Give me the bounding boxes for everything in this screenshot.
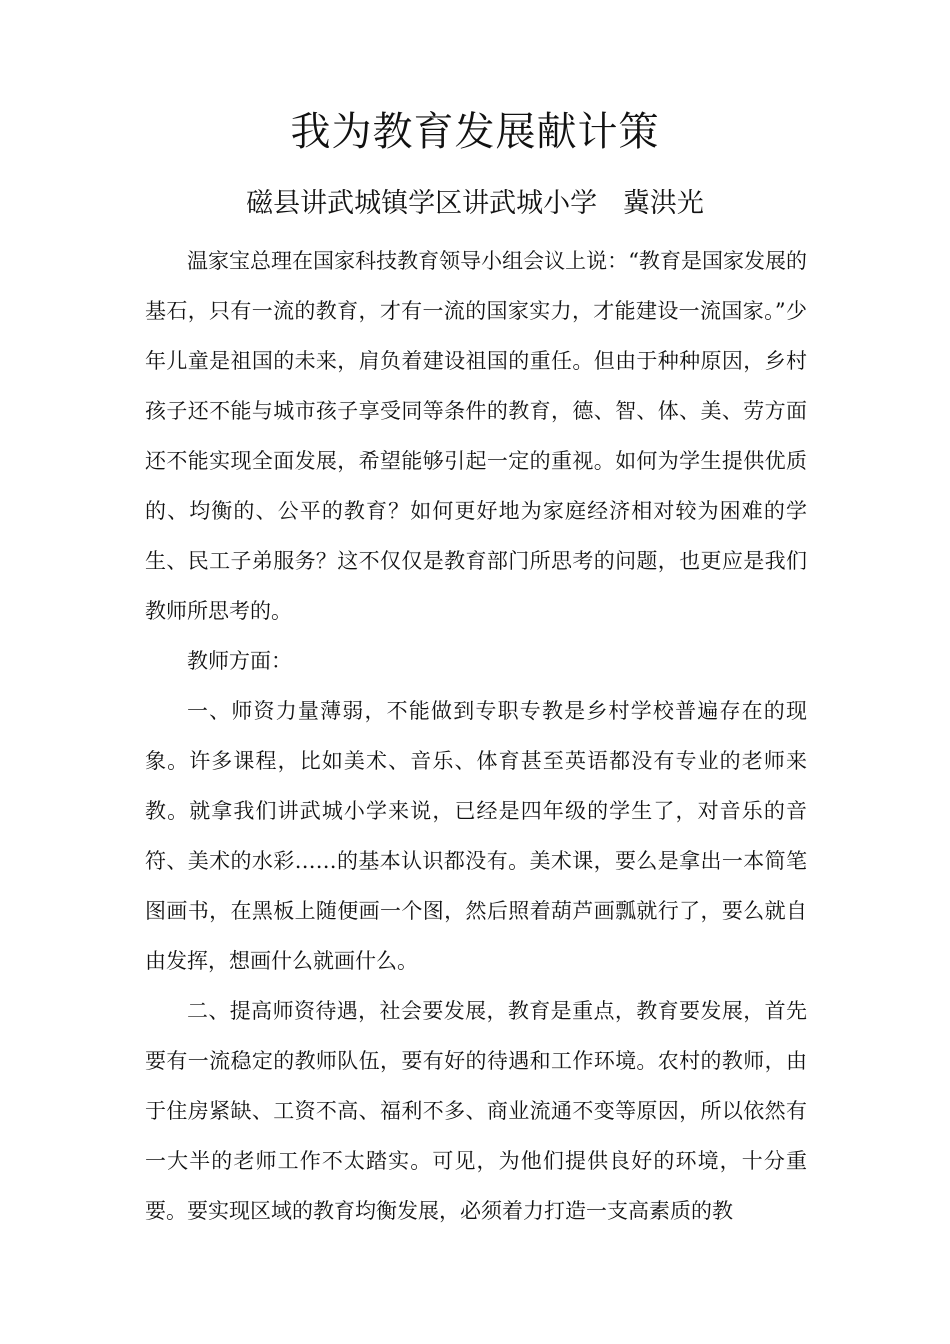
paragraph-teacher-heading: 教师方面： [187,649,292,673]
paragraph-point-two: 二、提高师资待遇，社会要发展，教育是重点，教育要发展，首先要有一流稳定的教师队伍，要有好的待遇和工作环境。农村的教师，由于住房紧缺、工资不高、福利不多、商业流通不变等原因，所以依然有一大半的老师工作不太踏实。可见，为他们提供良好的环境，十分重要。要实现区域的教育均衡发展，必须着力打造一支高素质的教 [145,999,807,1223]
document-body [145,236,807,1236]
paragraph-point-one: 一、师资力量薄弱，不能做到专职专教是乡村学校普遍存在的现象。许多课程，比如美术、音乐、体育甚至英语都没有专业的老师来教。就拿我们讲武城小学来说，已经是四年级的学生了，对音乐的音符、美术的水彩……的基本认识都没有。美术课，要么是拿出一本简笔图画书，在黑板上随便画一个图，然后照着葫芦画瓢就行了，要么就自由发挥，想画什么就画什么。 [145,699,807,973]
document-title: 我为教育发展献计策 [290,109,660,155]
document-subtitle: 磁县讲武城镇学区讲武城小学 冀洪光 [246,188,704,219]
paragraph-intro: 温家宝总理在国家科技教育领导小组会议上说：“教育是国家发展的基石，只有一流的教育，才有一流的国家实力，才能建设一流国家。”少年儿童是祖国的未来，肩负着建设祖国的重任。但由于种种原因，乡村孩子还不能与城市孩子享受同等条件的教育，德、智、体、美、劳方面还不能实现全面发展，希望能够引起一定的重视。如何为学生提供优质的、均衡的、公平的教育？如何更好地为家庭经济相对较为困难的学生、民工子弟服务？这不仅仅是教育部门所思考的问题，也更应是我们教师所思考的。 [145,249,807,623]
